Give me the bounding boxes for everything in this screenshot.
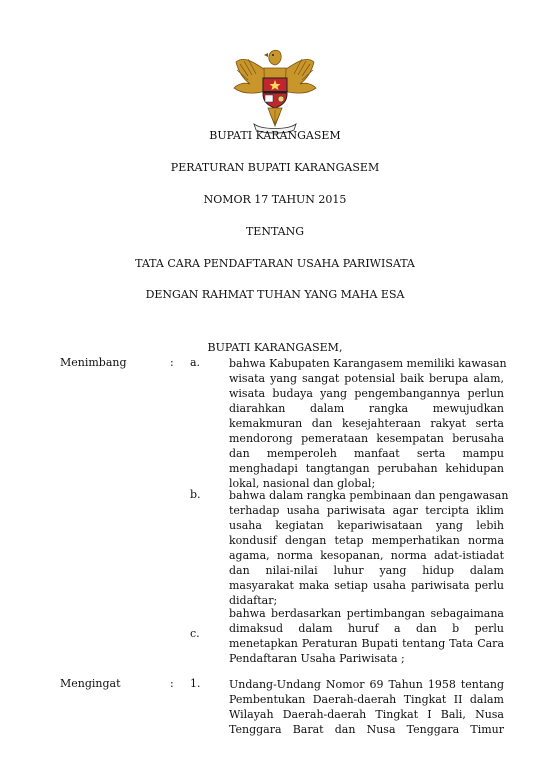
text-line: Wilayah Daerah-daerah Tingkat I Bali, Nusa <box>229 708 504 721</box>
menimbang-item-b <box>229 488 509 608</box>
mengingat-label: Mengingat <box>60 677 121 690</box>
text-line: Pendaftaran Usaha Pariwisata ; <box>229 652 405 665</box>
text-line: Tenggara Barat dan Nusa Tenggara Timur <box>229 723 504 736</box>
text-line: menetapkan Peraturan Bupati tentang Tata Cara <box>229 637 504 650</box>
text-line: usaha kegiatan kepariwisataan yang lebih <box>229 519 504 532</box>
mengingat-colon: : <box>170 677 174 690</box>
item-marker: b. <box>190 488 201 501</box>
menimbang-item-a <box>229 356 507 491</box>
mengingat-item-1 <box>229 677 504 737</box>
text-line: dan nilai-nilai luhur yang hidup dalam <box>229 564 504 577</box>
text-line: masyarakat maka setiap usaha pariwisata perlu <box>229 579 504 592</box>
item-marker: 1. <box>190 677 201 690</box>
text-line: Undang-Undang Nomor 69 Tahun 1958 tentang <box>229 678 504 691</box>
text-line: didaftar; <box>229 594 278 607</box>
menimbang-item-c <box>229 606 504 666</box>
garuda-emblem-icon <box>228 44 322 138</box>
text-line: bahwa dalam rangka pembinaan dan pengawasan <box>229 489 509 502</box>
heading-number: NOMOR 17 TAHUN 2015 <box>203 193 347 206</box>
text-line: wisata yang sangat potensial baik berupa alam, <box>229 372 504 385</box>
text-line: Pembentukan Daerah-daerah Tingkat II dalam <box>229 693 504 706</box>
text-line: terhadap usaha pariwisata agar tercipta iklim <box>229 504 504 517</box>
text-line: menghadapi tangtangan perubahan kehidupan <box>229 462 504 475</box>
text-line: bahwa Kabupaten Karangasem memiliki kawasan <box>229 357 507 370</box>
text-line: bahwa berdasarkan pertimbangan sebagaimana <box>229 607 504 620</box>
text-line: kemakmuran dan kesejahteraan rakyat serta <box>229 417 504 430</box>
text-line: lokal, nasional dan global; <box>229 477 376 490</box>
heading-about: TENTANG <box>245 225 305 238</box>
menimbang-label: Menimbang <box>60 356 127 369</box>
heading-regulation: PERATURAN BUPATI KARANGASEM <box>170 161 380 174</box>
text-line: mendorong pemerataan kesempatan berusaha <box>229 432 504 445</box>
text-line: kondusif dengan tetap memperhatikan norma <box>229 534 504 547</box>
text-line: dimaksud dalam huruf a dan b perlu <box>229 622 504 635</box>
item-marker: a. <box>190 356 201 369</box>
item-marker: c. <box>190 627 200 640</box>
heading-subject: TATA CARA PENDAFTARAN USAHA PARIWISATA <box>135 257 415 270</box>
heading-issuer: BUPATI KARANGASEM, <box>207 341 343 354</box>
text-line: diarahkan dalam rangka mewujudkan <box>229 402 504 415</box>
text-line: wisata budaya yang pengembangannya perlun <box>229 387 504 400</box>
text-line: dan memperoleh manfaat serta mampu <box>229 447 504 460</box>
menimbang-colon: : <box>170 356 174 369</box>
heading-official: BUPATI KARANGASEM <box>209 129 341 142</box>
heading-blessing: DENGAN RAHMAT TUHAN YANG MAHA ESA <box>145 288 405 301</box>
text-line: agama, norma kesopanan, norma adat-istiadat <box>229 549 504 562</box>
